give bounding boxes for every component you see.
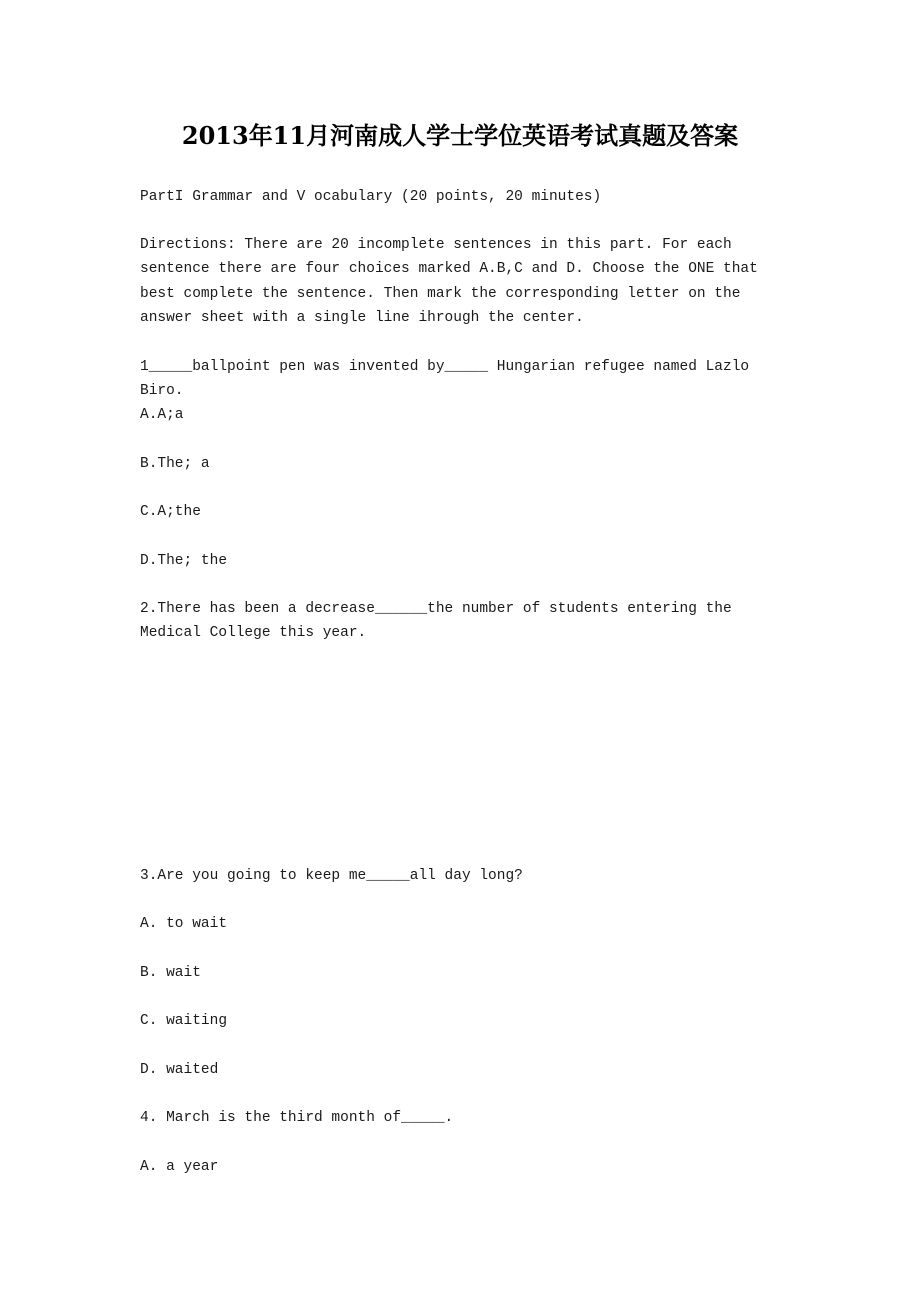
question-stem: 2.There has been a decrease______the number of students entering the Medical College this year.	[140, 601, 741, 642]
question-option: D. waited	[140, 1062, 219, 1078]
question-option: D.The; the	[140, 553, 228, 569]
question-option: C.A;the	[140, 504, 201, 520]
document-title: 2013年11月河南成人学士学位英语考试真题及答案	[181, 121, 739, 150]
question-stem: 4. March is the third month of_____.	[140, 1110, 454, 1126]
question-option: A.A;a	[140, 407, 184, 423]
question-option: A. to wait	[140, 916, 228, 932]
question-stem: 1_____ballpoint pen was invented by_____ Hungarian refugee named Lazlo Biro.	[140, 359, 758, 400]
directions-text: Directions: There are 20 incomplete sentences in this part. For each sentence there are four choices marked A.B,C and D. Choose the ONE that best complete the sentence. Then mark the corresponding letter on the answer sheet with a single line ihrough the center.	[140, 237, 767, 326]
question-option: B.The; a	[140, 456, 210, 472]
question-stem: 3.Are you going to keep me_____all day long?	[140, 868, 523, 884]
question-option: B. wait	[140, 965, 201, 981]
question-option: A. a year	[140, 1159, 219, 1175]
part-heading: PartI Grammar and V ocabulary (20 points, 20 minutes)	[140, 189, 602, 205]
question-option: C. waiting	[140, 1013, 228, 1029]
